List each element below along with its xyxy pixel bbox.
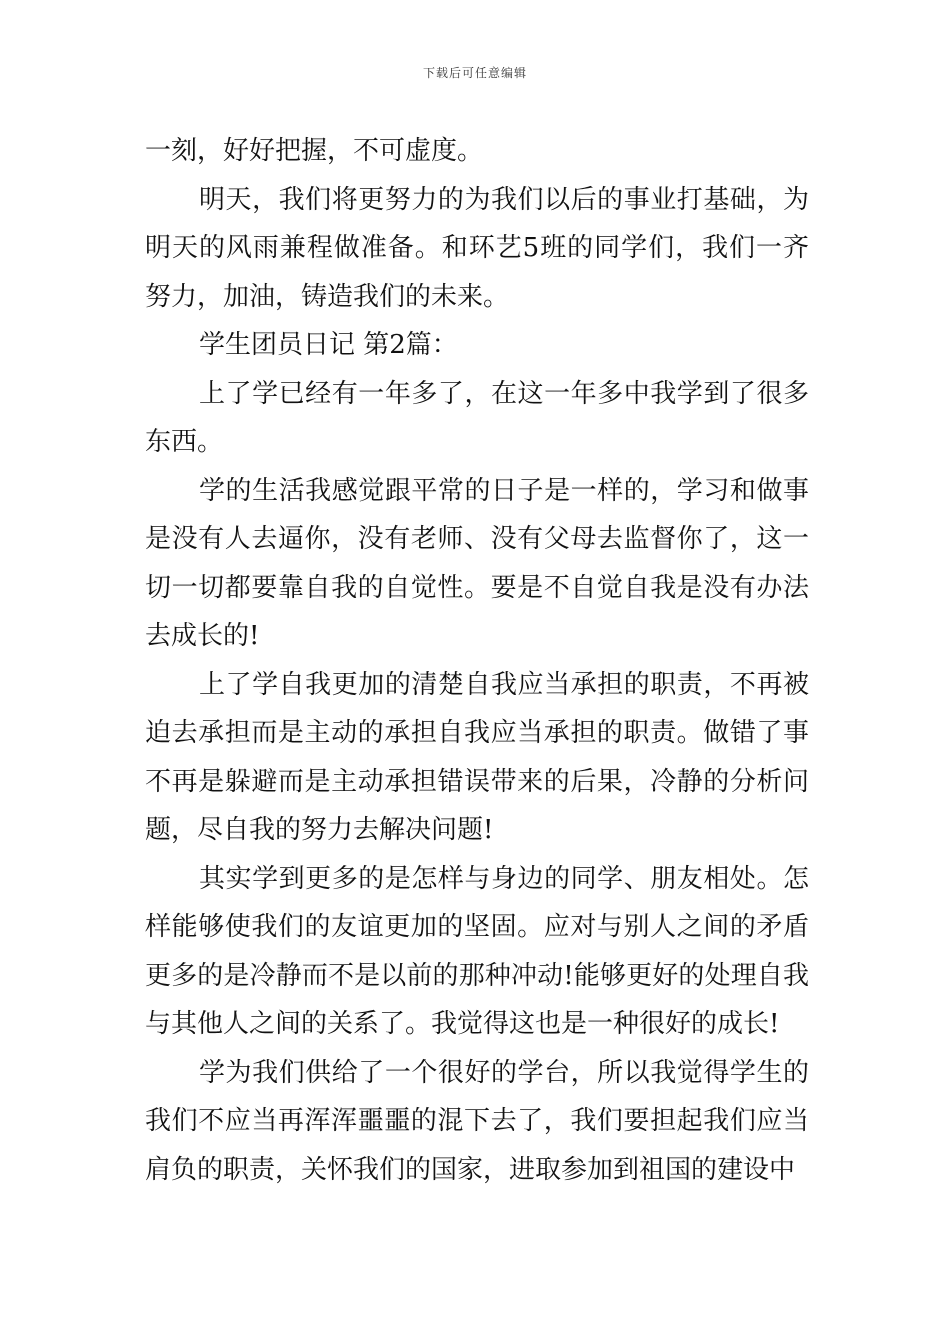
paragraph-7: 学为我们供给了一个很好的学台，所以我觉得学生的我们不应当再浑浑噩噩的混下去了，我们要担起我们应当肩负的职责，关怀我们的国家，进取参加到祖国的建设中 bbox=[145, 1057, 809, 1185]
paragraph-6: 其实学到更多的是怎样与身边的同学、朋友相处。怎样能够使我们的友谊更加的坚固。应对与别人之间的矛盾更多的是冷静而不是以前的那种冲动!能够更好的处理自我与其他人之间的关系了。我觉得这也是一种很好的成长! bbox=[145, 863, 809, 1039]
page-header: 下载后可任意编辑 bbox=[422, 66, 527, 80]
paragraph-4: 学的生活我感觉跟平常的日子是一样的，学习和做事是没有人去逼你，没有老师、没有父母去监督你了，这一切一切都要靠自我的自觉性。要是不自觉自我是没有办法去成长的! bbox=[145, 475, 809, 651]
paragraph-3: 上了学已经有一年多了，在这一年多中我学到了很多东西。 bbox=[145, 378, 809, 457]
paragraph-1: 一刻，好好把握，不可虚度。 bbox=[145, 136, 484, 166]
paragraph-2: 明天，我们将更努力的为我们以后的事业打基础，为明天的风雨兼程做准备。和环艺5班的同学们，我们一齐努力，加油，铸造我们的未来。 bbox=[145, 184, 809, 312]
document-body bbox=[145, 127, 809, 1194]
paragraph-5: 上了学自我更加的清楚自我应当承担的职责，不再被迫去承担而是主动的承担自我应当承担的职责。做错了事不再是躲避而是主动承担错误带来的后果，冷静的分析问题，尽自我的努力去解决问题! bbox=[145, 669, 809, 845]
section-heading: 学生团员日记 第2篇： bbox=[199, 330, 458, 360]
